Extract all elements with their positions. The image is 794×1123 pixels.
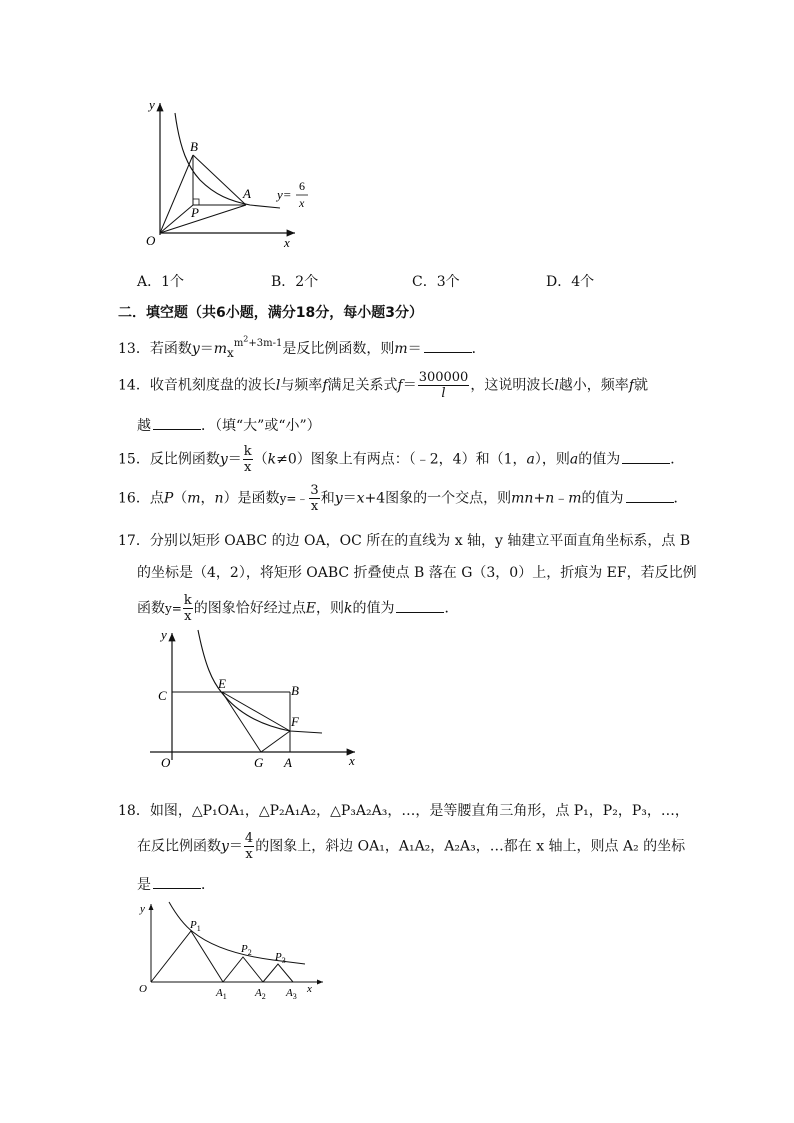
q14-l2: l (554, 377, 559, 394)
q16-text4: 和 (320, 490, 335, 507)
q16-number: 16． (118, 490, 150, 507)
q13-eq: ＝ (199, 341, 214, 357)
q13-number: 13． (118, 341, 150, 357)
q16-text2: （ (173, 490, 188, 507)
q15-answer-blank[interactable] (622, 462, 670, 464)
q14-line2-post: ．（填“大”或“小”） (201, 418, 321, 434)
q15-number: 15． (118, 451, 150, 468)
q13-text3: 是反比例函数，则 (282, 341, 395, 357)
q14-frac-den: l (441, 386, 446, 401)
q14-frac-num: 300000 (418, 370, 469, 385)
q17-answer-blank[interactable] (396, 611, 444, 613)
q16-comma: ， (200, 490, 215, 507)
question-18-line3 (137, 874, 215, 894)
label-A2-sub: 2 (261, 992, 266, 1001)
q16-answer-blank[interactable] (626, 501, 674, 503)
q16-fraction (309, 484, 319, 513)
label-x: x (284, 235, 290, 250)
question-17-line1 (118, 530, 690, 550)
label-P3-letter: P (275, 951, 282, 963)
q14-text4: ，这说明波长 (470, 377, 555, 394)
q14-text5: 越小，频率 (558, 377, 629, 394)
label-A3-sub: 3 (292, 992, 297, 1001)
q15-text2: （ (253, 451, 268, 468)
q17-line3-post: 的值为 (352, 600, 395, 617)
label-B: B (291, 683, 299, 698)
question-16 (118, 484, 688, 513)
q18-fraction (244, 832, 254, 861)
q18-line3-pre: 是 (137, 877, 151, 893)
q14-f3: f (628, 377, 634, 394)
q17-yeq: y= (165, 601, 182, 616)
label-P3 (274, 951, 286, 965)
q17-line1: 分别以矩形 OABC 的边 OA，OC 所在的直线为 x 轴，y 轴建立平面直角坐标系，点 B (149, 533, 691, 549)
q18-line1: 如图，△P₁OA₁，△P₂A₁A₂，△P₃A₂A₃，…，是等腰直角三角形，点 P₁，P₂，P₃，…， (149, 803, 689, 819)
option-b[interactable]: B．2个 (271, 274, 319, 290)
q15-frac-den: x (244, 460, 252, 475)
hyperbola-curve (198, 630, 322, 733)
label-A3-letter: A (286, 987, 293, 999)
q16-text7: 的值为 (581, 490, 624, 507)
label-G: G (254, 755, 264, 770)
q17-E: E (305, 600, 316, 617)
func-lhs: y= (277, 187, 292, 202)
q18-number: 18． (118, 803, 150, 819)
q16-text1: 点 (149, 490, 164, 507)
label-P2-sub: 2 (247, 948, 252, 957)
question-14 (118, 371, 648, 400)
q15-a: a (526, 451, 535, 468)
label-A1-letter: A (216, 987, 223, 999)
label-E: E (218, 676, 226, 691)
q15-y: y (219, 451, 228, 468)
q16-end: ． (673, 490, 688, 507)
section-heading: 二．填空题（共6小题，满分18分，每小题3分） (118, 305, 423, 321)
segment-BA (193, 155, 246, 205)
q17-frac-den: x (184, 609, 192, 624)
label-C: C (158, 688, 167, 703)
label-A2 (254, 987, 266, 1001)
q16-frac-num: 3 (310, 483, 319, 498)
label-y: y (149, 97, 155, 112)
segment-GF (261, 731, 290, 752)
func-den: x (299, 196, 305, 210)
label-P2-letter: P (241, 943, 248, 955)
q18-frac-num: 4 (244, 831, 254, 846)
label-A: A (284, 755, 292, 770)
q14-number: 14． (118, 377, 150, 394)
q17-line3-pre: 函数 (137, 600, 165, 617)
question-13 (118, 334, 486, 360)
q16-n2: n (545, 490, 555, 507)
q14-line2-pre: 越 (137, 418, 151, 434)
q18-y: y (221, 838, 229, 855)
label-A1-sub: 1 (222, 992, 227, 1001)
q16-x2: x (356, 490, 365, 507)
q17-k: k (343, 600, 353, 617)
q13-m: m (213, 341, 228, 357)
q13-m2: m (394, 341, 408, 357)
q14-text2: 与频率 (280, 377, 323, 394)
q17-end: ． (444, 600, 459, 617)
q16-minus: ﹣ (554, 490, 569, 507)
q14-eq: ＝ (402, 377, 417, 394)
q16-m2: m (568, 490, 582, 507)
q13-exp-pre: m (233, 338, 244, 349)
label-x: x (349, 753, 355, 768)
q13-exp-sq: 2 (243, 334, 249, 344)
q15-frac-num: k (243, 444, 252, 459)
label-A1 (215, 987, 227, 1001)
q14-text1: 收音机刻度盘的波长 (149, 377, 276, 394)
label-P1-sub: 1 (196, 924, 201, 933)
figure-q18 (133, 898, 333, 1008)
label-P1 (189, 919, 201, 933)
q15-k: k (267, 451, 277, 468)
label-y: y (140, 903, 145, 915)
triangle-P2 (223, 957, 263, 982)
q13-exp-post: +3m-1 (248, 338, 283, 349)
question-14-line2 (137, 415, 321, 435)
label-O: O (146, 233, 156, 248)
question-18-line2 (137, 832, 685, 861)
q13-end: ． (471, 341, 486, 357)
q15-eq: ＝ (227, 451, 242, 468)
label-A2-letter: A (255, 987, 262, 999)
segment-OP (160, 205, 193, 233)
q18-frac-den: x (245, 847, 253, 862)
q14-f: f (322, 377, 328, 394)
question-17-line2: 的坐标是（4，2），将矩形 OABC 折叠使点 B 落在 G（3，0）上，折痕为 EF，若反比例 (137, 565, 697, 581)
q13-text4: ＝ (407, 341, 422, 357)
q16-m: m (187, 490, 201, 507)
q17-line3-mid: 的图象恰好经过点 (193, 600, 306, 617)
label-A: A (243, 186, 251, 201)
q14-fraction (418, 371, 470, 400)
q15-text3: ≠0）图象上有两点：（﹣2，4）和（1， (276, 451, 527, 468)
question-15 (118, 445, 684, 474)
label-P1-letter: P (190, 919, 197, 931)
q16-mn: mn (511, 490, 534, 507)
label-x: x (307, 983, 312, 995)
q14-f2: f (397, 377, 403, 394)
label-O: O (139, 983, 147, 995)
label-P: P (191, 205, 199, 220)
q15-fraction (243, 445, 253, 474)
q16-text5: ＝ (342, 490, 357, 507)
triangle-P1 (151, 931, 223, 982)
q18-line2-pre: 在反比例函数 (137, 838, 221, 855)
option-d[interactable]: D．4个 (546, 274, 595, 290)
q13-y: y (191, 341, 200, 357)
figure-q12 (140, 95, 320, 255)
q15-text5: 的值为 (578, 451, 621, 468)
q15-text4: ），则 (534, 451, 570, 468)
question-17-line3 (137, 594, 458, 623)
segment-OB (160, 155, 193, 233)
q18-end: ． (201, 877, 215, 893)
q16-y2: y (334, 490, 343, 507)
figure-q17 (150, 625, 365, 775)
label-P3-sub: 3 (281, 956, 286, 965)
q16-n: n (214, 490, 224, 507)
q18-line2-post: 的图象上，斜边 OA₁，A₁A₂，A₂A₃，…都在 x 轴上，则点 A₂ 的坐标 (255, 838, 686, 855)
label-A3 (285, 987, 297, 1001)
label-P2 (240, 943, 252, 957)
label-y: y (161, 627, 167, 642)
q14-text6: 就 (634, 377, 648, 394)
q15-end: ． (670, 451, 685, 468)
q13-x: x (227, 346, 234, 360)
q14-answer-blank[interactable] (153, 428, 201, 430)
q18-answer-blank[interactable] (153, 887, 201, 889)
q17-fraction (183, 594, 193, 623)
segment-OA (160, 205, 246, 233)
q13-answer-blank[interactable] (424, 351, 472, 353)
q17-number: 17． (118, 533, 150, 549)
q18-eq: ＝ (228, 838, 243, 855)
q16-text3: ）是函数 (223, 490, 280, 507)
q17-line3-mid2: ，则 (315, 600, 344, 617)
q14-l: l (275, 377, 281, 394)
q16-yeq: y=﹣ (279, 491, 309, 506)
q13-text1: 若函数 (149, 341, 192, 357)
label-F: F (291, 714, 299, 729)
q14-text3: 满足关系式 (327, 377, 398, 394)
q16-frac-den: x (310, 499, 319, 514)
q15-text1: 反比例函数 (149, 451, 220, 468)
segment-EG (222, 692, 261, 752)
q16-text6: +4图象的一个交点，则 (364, 490, 512, 507)
q15-a2: a (569, 451, 579, 468)
option-c[interactable]: C．3个 (412, 274, 460, 290)
q16-P: P (163, 490, 174, 507)
q16-plus: + (533, 490, 546, 507)
question-18-line1 (118, 800, 689, 820)
label-B: B (190, 139, 198, 154)
func-num: 6 (299, 179, 305, 193)
triangle-P3 (263, 964, 293, 982)
option-a[interactable]: A．1个 (137, 274, 185, 290)
q13-exponent (233, 334, 283, 349)
segment-EF (222, 692, 290, 731)
q17-frac-num: k (183, 593, 192, 608)
label-O: O (161, 755, 171, 770)
